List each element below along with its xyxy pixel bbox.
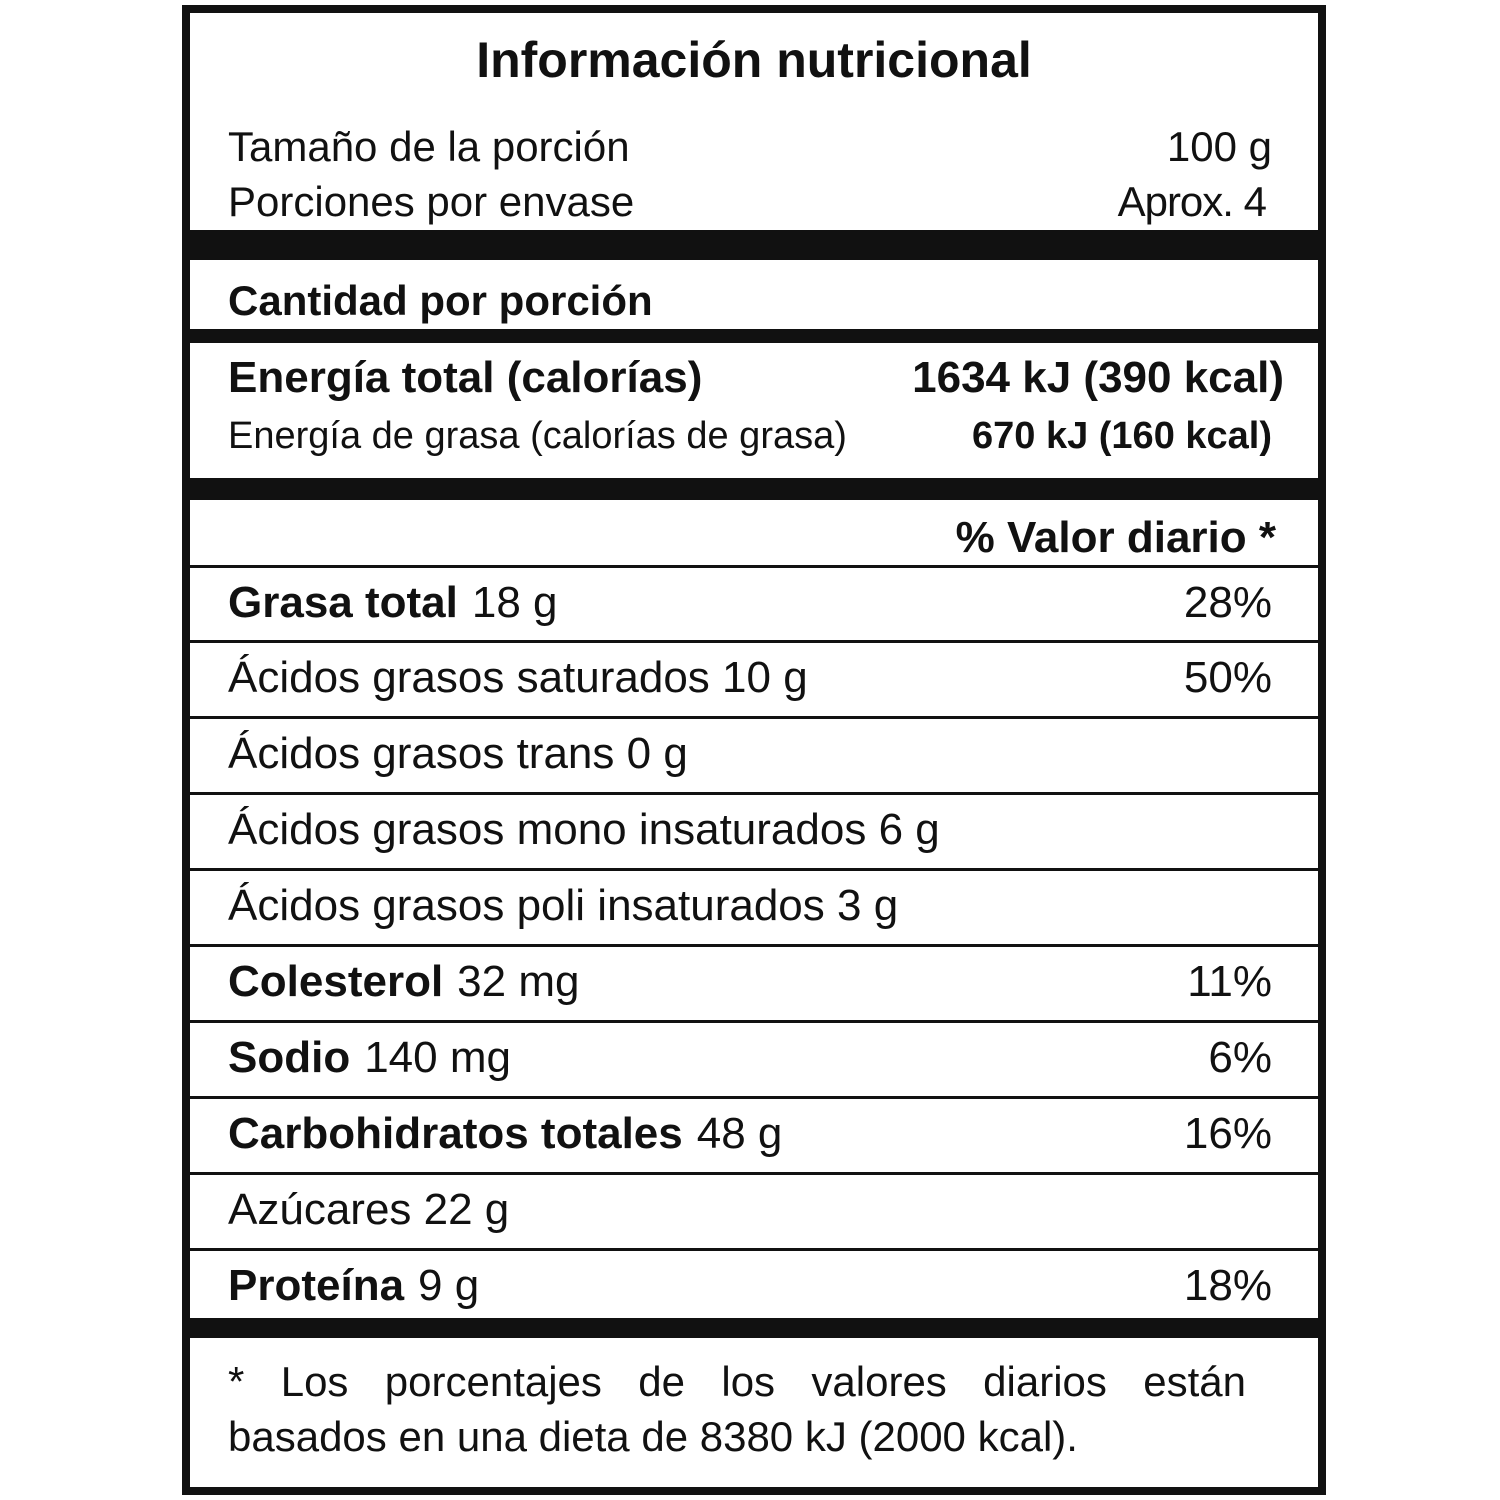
section-divider <box>190 478 1318 500</box>
energy-fat-label: Energía de grasa (calorías de grasa) <box>228 415 847 457</box>
amount-per-serving-heading: Cantidad por porción <box>228 277 653 324</box>
servings-per-container-label: Porciones por envase <box>228 178 635 225</box>
row-divider <box>190 716 1318 719</box>
row-divider <box>190 1172 1318 1175</box>
nutrient-name: Ácidos grasos saturados 10 g <box>228 653 808 702</box>
section-divider <box>190 1318 1318 1338</box>
nutrient-amount: 9 g <box>418 1261 480 1310</box>
nutrient-daily-value: 18% <box>1183 1261 1272 1310</box>
serving-size-label: Tamaño de la porción <box>228 123 630 170</box>
row-divider <box>190 868 1318 871</box>
nutrient-name: Carbohidratos totales 48 g <box>228 1109 783 1158</box>
section-divider <box>190 230 1318 260</box>
section-divider <box>190 329 1318 343</box>
nutrient-name: Colesterol 32 mg <box>228 957 580 1006</box>
nutrition-facts-label <box>182 5 1326 1495</box>
energy-fat-value: 670 kJ (160 kcal) <box>971 415 1272 457</box>
row-divider <box>190 565 1318 568</box>
row-divider <box>190 1248 1318 1251</box>
footnote-line-2: basados en una dieta de 8380 kJ (2000 kcal). <box>228 1413 1078 1460</box>
nutrient-daily-value: 28% <box>1183 578 1272 627</box>
nutrient-name: Proteína 9 g <box>228 1261 480 1310</box>
nutrient-amount: 48 g <box>696 1109 783 1158</box>
row-divider <box>190 1020 1318 1023</box>
nutrient-amount: 140 mg <box>364 1033 511 1082</box>
nutrient-daily-value: 6% <box>1208 1033 1272 1082</box>
row-divider <box>190 944 1318 947</box>
nutrient-name: Azúcares 22 g <box>228 1185 510 1234</box>
daily-value-header: % Valor diario * <box>955 513 1276 562</box>
nutrient-name: Ácidos grasos trans 0 g <box>228 729 688 778</box>
nutrient-daily-value: 11% <box>1187 957 1272 1006</box>
nutrient-daily-value: 50% <box>1183 653 1272 702</box>
serving-size-value: 100 g <box>1166 123 1272 170</box>
nutrient-amount: 18 g <box>471 578 558 627</box>
row-divider <box>190 792 1318 795</box>
nutrient-name: Sodio 140 mg <box>228 1033 511 1082</box>
energy-total-label: Energía total (calorías) <box>228 353 703 402</box>
label-title: Información nutricional <box>476 32 1032 88</box>
nutrient-name: Grasa total 18 g <box>228 578 558 627</box>
row-divider <box>190 640 1318 643</box>
nutrient-amount: 32 mg <box>457 957 580 1006</box>
row-divider <box>190 1096 1318 1099</box>
nutrient-name: Ácidos grasos poli insaturados 3 g <box>228 881 899 930</box>
nutrient-daily-value: 16% <box>1183 1109 1272 1158</box>
energy-total-value: 1634 kJ (390 kcal) <box>912 353 1284 402</box>
footnote-line-1: * Los porcentajes de los valores diarios están <box>228 1358 1246 1405</box>
servings-per-container-value: Aprox. 4 <box>1117 178 1266 225</box>
nutrient-name: Ácidos grasos mono insaturados 6 g <box>228 805 940 854</box>
